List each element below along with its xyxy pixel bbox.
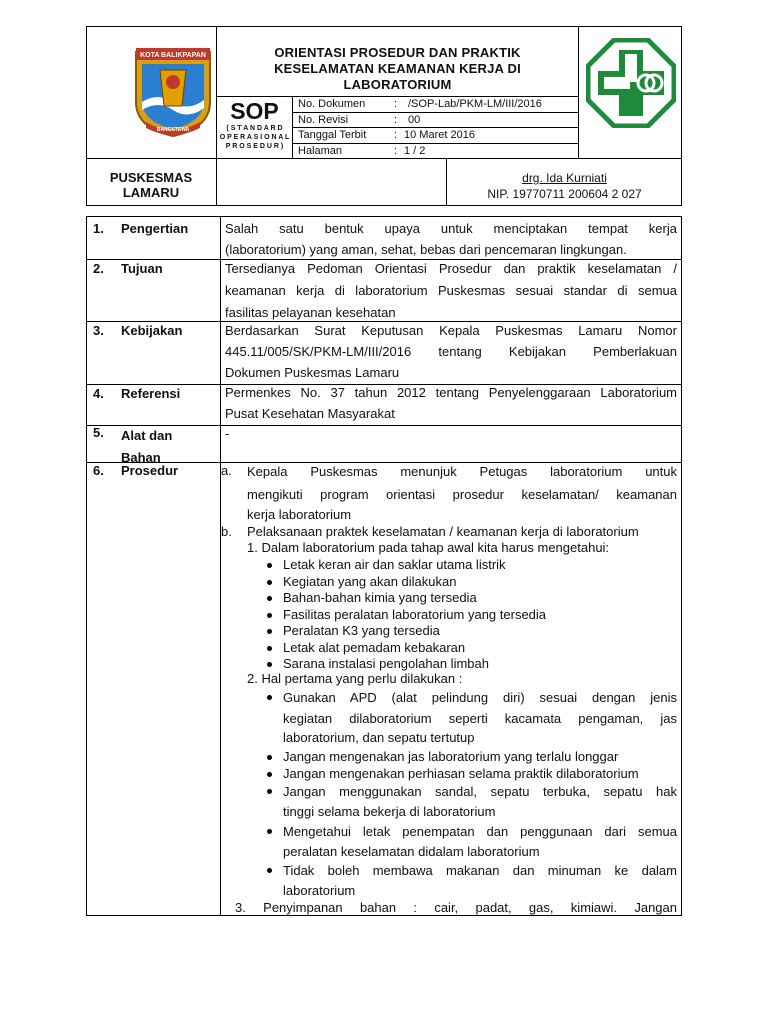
list-item-line: kegiatan dilaboratorium seperti kacamata pengaman, jas [283, 711, 677, 726]
bullet-icon [267, 646, 272, 651]
section-3-line-1: Berdasarkan Surat Keputusan Kepala Puskesmas Lamaru Nomor [225, 323, 677, 338]
procedure-b-text: Pelaksanaan praktek keselamatan / keamanan kerja di laboratorium [247, 524, 639, 539]
doc-number-label: No. Dokumen [298, 98, 366, 110]
procedure-a-line-2: mengikuti program orientasi prosedur keselamatan/ keamanan [247, 487, 677, 502]
section-5-label-line-1: Alat dan [121, 428, 173, 443]
section-6-label: Prosedur [121, 463, 179, 478]
list-item-line: Mengetahui letak penempatan dan penggunaan dari semua [283, 824, 677, 839]
list-item-text [283, 860, 677, 900]
list-item-text: Jangan mengenakan perhiasan selama praktik dilaboratorium [283, 766, 639, 781]
section-3-number: 3. [93, 323, 104, 338]
bullet-icon [267, 563, 272, 568]
sop-header [86, 26, 682, 206]
section-2-number: 2. [93, 261, 104, 276]
emblem-top-text: KOTA BALIKPAPAN [140, 52, 206, 59]
list-item [263, 640, 677, 657]
procedure-point-2: 2. Hal pertama yang perlu dilakukan : [247, 671, 463, 686]
list-item-text [283, 781, 677, 821]
list-item [263, 557, 677, 574]
sop-sub-line-1: ( S T A N D A R D [226, 125, 283, 132]
section-5-value: - [225, 426, 230, 441]
section-1-line-1: Salah satu bentuk upaya untuk menciptakan tempat kerja [225, 221, 677, 236]
bullet-icon [267, 613, 272, 618]
section-2-label: Tujuan [121, 261, 163, 276]
bullet-icon [267, 580, 272, 585]
section-4-text [225, 382, 677, 424]
section-1-number: 1. [93, 221, 104, 236]
org-line-1: PUSKESMAS [109, 170, 193, 185]
section-1-text [225, 218, 677, 260]
puskesmas-logo [586, 38, 676, 128]
list-item-line: tinggi selama bekerja di laboratorium [283, 804, 496, 819]
section-4-label: Referensi [121, 386, 181, 401]
section-4-line-2: Pusat Kesehatan Masyarakat [225, 406, 395, 421]
sop-label: SOP [230, 98, 279, 124]
list-item-line: laboratorium, dan sepatu tertutup [283, 730, 475, 745]
sop-sub-line-2: O P E R A S I O N A L [219, 134, 290, 141]
section-3-line-3: Dokumen Puskesmas Lamaru [225, 365, 400, 380]
bullet-icon [267, 596, 272, 601]
doc-number-row [298, 98, 578, 112]
title-line-1: ORIENTASI PROSEDUR DAN PRAKTIK [274, 45, 521, 60]
procedure-a-line-3: kerja laboratorium [247, 507, 352, 522]
signer-name: drg. Ida Kurniati [522, 171, 607, 185]
list-item [263, 574, 677, 591]
bullet-icon [267, 789, 272, 794]
issue-date-row [298, 129, 578, 143]
section-5-label-line-2: Bahan [121, 450, 161, 465]
procedure-a-line-1: Kepala Puskesmas menunjuk Petugas laboratorium untuk [247, 464, 677, 479]
doc-number-value: /SOP-Lab/PKM-LM/III/2016 [408, 98, 542, 110]
section-1-label: Pengertian [121, 221, 189, 236]
emblem-bottom-text: BANGSTEWA [156, 127, 190, 133]
city-emblem-logo [130, 42, 216, 138]
title-line-3: LABORATORIUM [343, 77, 452, 92]
list-item-text [283, 687, 677, 746]
bullet-icon [267, 695, 272, 700]
page-label: Halaman [298, 145, 343, 157]
section-4-number: 4. [93, 386, 104, 401]
section-6-number: 6. [93, 463, 104, 478]
doc-number-sep: : [394, 98, 398, 110]
list-item [263, 607, 677, 624]
section-2-line-1: Tersedianya Pedoman Orientasi Prosedur dan praktik keselamatan / [225, 261, 677, 276]
signer-nip: NIP. 19770711 200604 2 027 [487, 187, 642, 201]
issue-date-value: 10 Maret 2016 [404, 129, 475, 141]
section-5-number: 5. [93, 425, 104, 440]
section-1-line-2: (laboratorium) yang aman, sehat, bebas dari pencemaran lingkungan. [225, 242, 627, 257]
procedure-point-1: 1. Dalam laboratorium pada tahap awal kita harus mengetahui: [247, 540, 610, 555]
list-item [263, 749, 677, 766]
procedure-b-marker: b. [221, 524, 232, 539]
bullet-icon [267, 868, 272, 873]
section-3-label: Kebijakan [121, 323, 183, 338]
bullet-icon [267, 772, 272, 777]
section-2-line-2: keamanan kerja di laboratorium Puskesmas sesuai standar di semua [225, 283, 677, 298]
org-line-2: LAMARU [122, 185, 180, 200]
bullet-icon [267, 662, 272, 667]
list-item-text: Bahan-bahan kimia yang tersedia [283, 590, 477, 605]
signer-block [447, 170, 682, 202]
list-item-text: Fasilitas peralatan laboratorium yang tersedia [283, 606, 547, 622]
list-item-text [283, 821, 677, 861]
issue-date-sep: : [394, 129, 398, 141]
organization-name [86, 170, 216, 200]
revision-sep: : [394, 114, 398, 126]
bullet-icon [267, 755, 272, 760]
revision-value: 00 [408, 114, 421, 126]
sop-label-box [217, 98, 292, 151]
list-item-line: Jangan menggunakan sandal, sepatu terbuka, sepatu hak [283, 784, 677, 799]
list-item-line: laboratorium [283, 883, 356, 898]
page-sep: : [394, 145, 398, 157]
section-2-text [225, 258, 677, 324]
procedure-a-text [247, 460, 677, 524]
list-item-line: Tidak boleh membawa makanan dan minuman ke dalam [283, 863, 677, 878]
section-4-line-1: Permenkes No. 37 tahun 2012 tentang Penyelenggaraan Laboratorium [225, 385, 677, 400]
revision-row [298, 114, 578, 128]
list-item-line: Gunakan APD (alat pelindung diri) sesuai dengan jenis [283, 690, 677, 705]
revision-label: No. Revisi [298, 114, 349, 126]
issue-date-label: Tanggal Terbit [298, 129, 367, 141]
procedure-point-3: 3. Penyimpanan bahan : cair, padat, gas, kimiawi. Jangan [235, 900, 677, 915]
list-item [263, 590, 677, 607]
section-3-text [225, 320, 677, 383]
list-item-text: Jangan mengenakan jas laboratorium yang terlalu longgar [283, 749, 619, 764]
list-item-text: Sarana instalasi pengolahan limbah [283, 656, 489, 671]
bullet-icon [267, 829, 272, 834]
list-item [263, 623, 677, 640]
section-3-line-2: 445.11/005/SK/PKM-LM/III/2016 tentang Kebijakan Pemberlakuan [225, 344, 677, 359]
section-2-line-3: fasilitas pelayanan kesehatan [225, 305, 396, 320]
sop-sub-line-3: P R O S E D U R ) [225, 143, 284, 150]
list-item-text: Kegiatan yang akan dilakukan [283, 573, 457, 589]
title-line-2: KESELAMATAN KEAMANAN KERJA DI [274, 61, 521, 76]
procedure-a-marker: a. [221, 463, 232, 478]
page-value: 1 / 2 [404, 145, 426, 157]
list-item-text: Letak alat pemadam kebakaran [283, 639, 466, 655]
list-item-text: Letak keran air dan saklar utama listrik [283, 557, 506, 572]
page-row [298, 145, 578, 159]
bullet-icon [267, 629, 272, 634]
list-item-line: peralatan keselamatan didalam laboratorium [283, 844, 540, 859]
sop-content-table [86, 216, 682, 916]
document-title [217, 45, 578, 93]
list-item-text: Peralatan K3 yang tersedia [283, 623, 440, 638]
